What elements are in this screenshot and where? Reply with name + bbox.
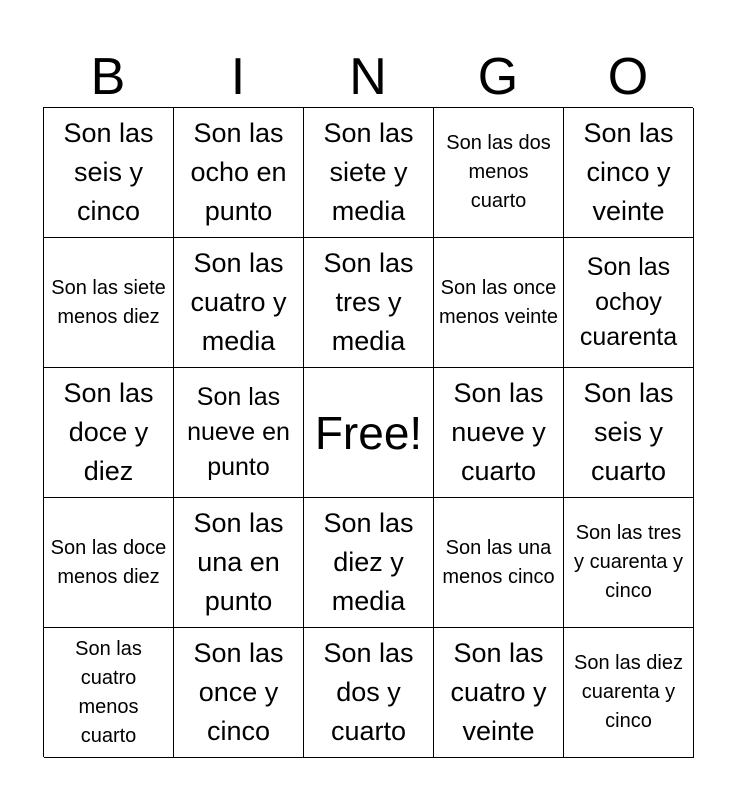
bingo-cell[interactable] <box>564 628 694 758</box>
bingo-cell[interactable] <box>564 368 694 498</box>
bingo-cell[interactable] <box>564 108 694 238</box>
bingo-cell[interactable] <box>304 628 434 758</box>
cell-text: Son las cuatro menos cuarto <box>75 637 142 747</box>
cell-text: Son las cuatro y veinte <box>450 638 547 746</box>
header-letter-n: N <box>349 48 387 106</box>
bingo-cell[interactable] <box>434 108 564 238</box>
bingo-cell[interactable] <box>434 498 564 628</box>
cell-text: Son las tres y media <box>323 248 414 356</box>
bingo-cell[interactable] <box>434 628 564 758</box>
header-letter-o: O <box>607 48 649 106</box>
cell-text: Son las ochoy cuarenta <box>579 253 678 351</box>
cell-text: Son las cuatro y media <box>190 248 287 356</box>
bingo-cell[interactable] <box>44 368 174 498</box>
bingo-cell[interactable] <box>174 108 304 238</box>
bingo-cell[interactable] <box>44 498 174 628</box>
bingo-cell[interactable] <box>564 498 694 628</box>
cell-text: Son las doce y diez <box>63 378 154 486</box>
cell-text: Son las doce menos diez <box>50 536 167 588</box>
free-space-cell[interactable] <box>304 368 434 498</box>
bingo-cell[interactable] <box>44 238 174 368</box>
cell-text: Son las una menos cinco <box>442 536 555 588</box>
cell-text: Son las once y cinco <box>193 638 284 746</box>
cell-text: Son las diez cuarenta y cinco <box>574 652 683 732</box>
cell-text: Son las tres y cuarenta y cinco <box>574 522 683 602</box>
cell-text: Son las siete y media <box>323 118 414 226</box>
cell-text: Son las una en punto <box>193 508 284 616</box>
cell-text: Son las ocho en punto <box>190 118 287 226</box>
cell-text: Son las diez y media <box>323 508 414 616</box>
cell-text: Son las siete menos diez <box>51 276 166 328</box>
header-letter-i: I <box>230 48 246 106</box>
header-letter-b: B <box>90 48 126 106</box>
bingo-cell[interactable] <box>44 108 174 238</box>
bingo-cell[interactable] <box>174 498 304 628</box>
bingo-cell[interactable] <box>174 628 304 758</box>
bingo-header <box>43 48 693 106</box>
cell-text: Son las seis y cuarto <box>583 378 674 486</box>
bingo-cell[interactable] <box>564 238 694 368</box>
header-letter-g: G <box>477 48 519 106</box>
bingo-cell[interactable] <box>174 368 304 498</box>
cell-text: Son las seis y cinco <box>63 118 154 226</box>
cell-text: Son las dos y cuarto <box>323 638 414 746</box>
bingo-cell[interactable] <box>304 238 434 368</box>
free-space-text: Free! <box>314 406 423 459</box>
bingo-cell[interactable] <box>304 108 434 238</box>
cell-text: Son las nueve y cuarto <box>451 378 546 486</box>
bingo-cell[interactable] <box>304 498 434 628</box>
cell-text: Son las cinco y veinte <box>583 118 674 226</box>
bingo-cell[interactable] <box>44 628 174 758</box>
bingo-cell[interactable] <box>174 238 304 368</box>
cell-text: Son las nueve en punto <box>187 383 290 481</box>
bingo-grid <box>43 107 693 757</box>
cell-text: Son las dos menos cuarto <box>446 132 551 212</box>
bingo-cell[interactable] <box>434 238 564 368</box>
bingo-cell[interactable] <box>434 368 564 498</box>
cell-text: Son las once menos veinte <box>439 276 558 328</box>
